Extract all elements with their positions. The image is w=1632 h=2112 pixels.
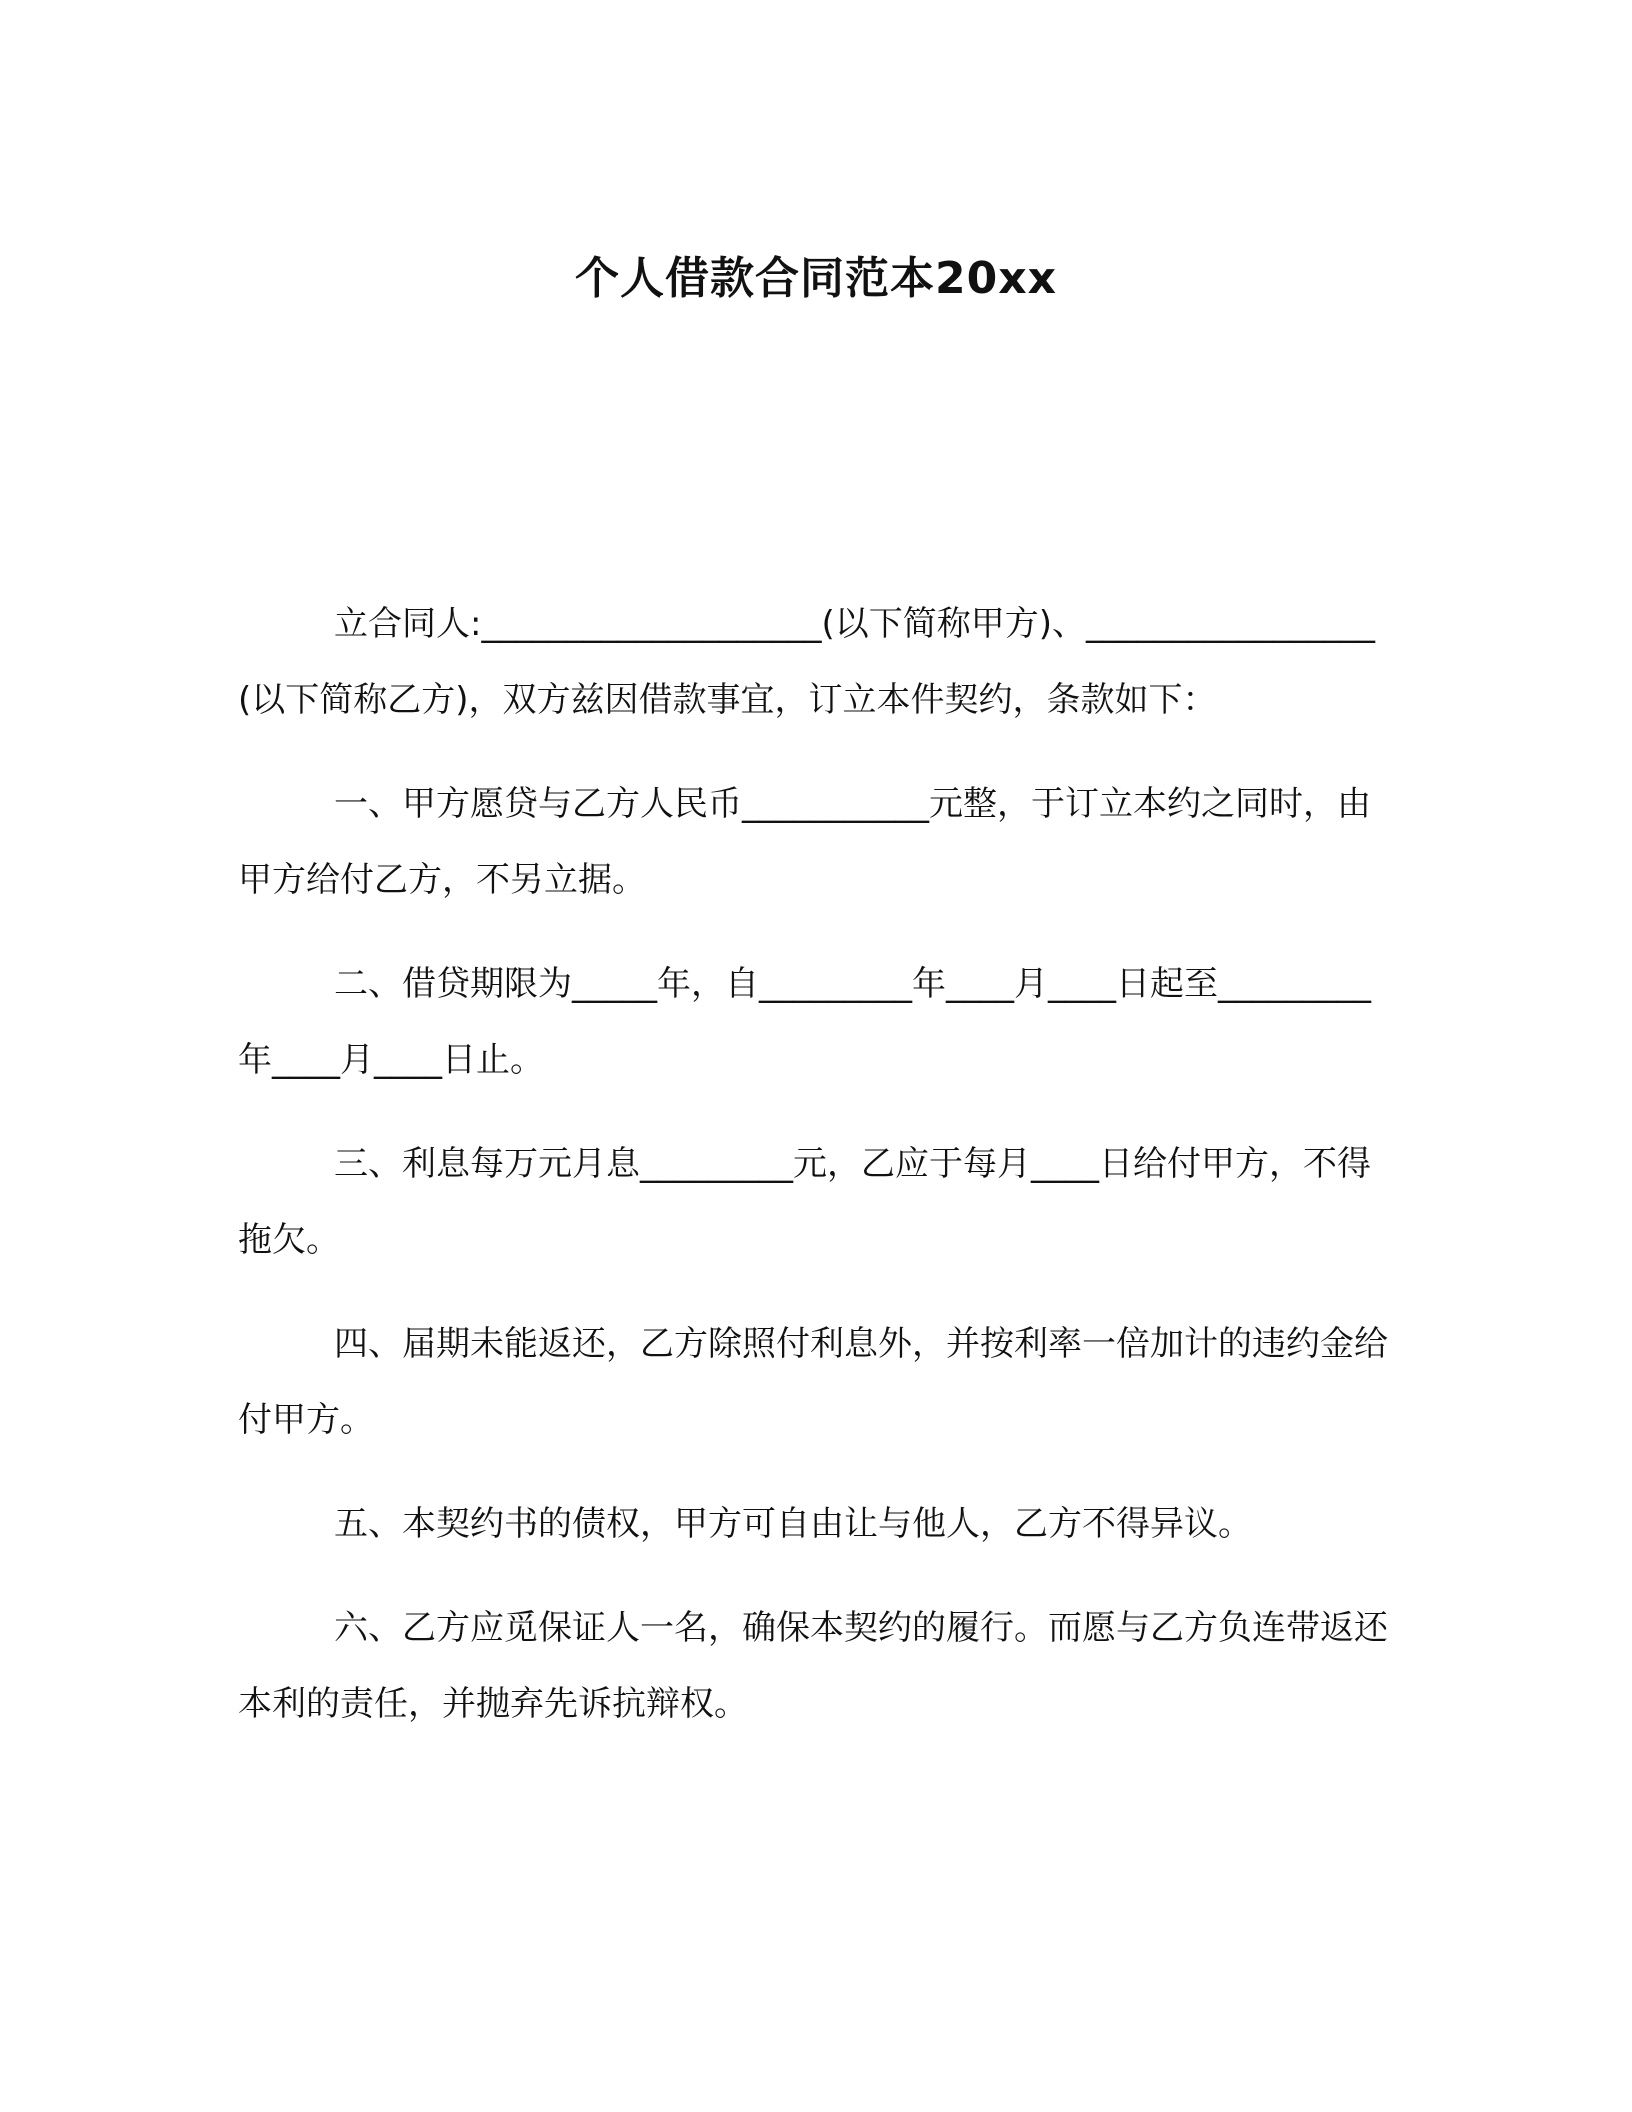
paragraph-clause-2: 二、借贷期限为_____年，自_________年____月____日起至_________年____月____日止。 xyxy=(238,964,1371,1080)
document-title: 个人借款合同范本20xx xyxy=(575,253,1057,305)
paragraph-parties: 立合同人:____________________(以下简称甲方)、_________________(以下简称乙方)，双方兹因借款事宜，订立本件契约，条款如下： xyxy=(238,604,1375,720)
paragraph-clause-4: 四、届期未能返还，乙方除照付利息外，并按利率一倍加计的违约金给付甲方。 xyxy=(238,1324,1388,1440)
document-body xyxy=(238,586,1388,1770)
paragraph-clause-1: 一、甲方愿贷与乙方人民币___________元整，于订立本约之同时，由甲方给付乙方，不另立据。 xyxy=(238,784,1371,900)
paragraph-clause-3: 三、利息每万元月息_________元，乙应于每月____日给付甲方，不得拖欠。 xyxy=(238,1144,1371,1260)
paragraph-clause-5: 五、本契约书的债权，甲方可自由让与他人，乙方不得异议。 xyxy=(334,1504,1252,1544)
paragraph-clause-6: 六、乙方应觅保证人一名，确保本契约的履行。而愿与乙方负连带返还本利的责任，并抛弃先诉抗辩权。 xyxy=(238,1608,1388,1724)
